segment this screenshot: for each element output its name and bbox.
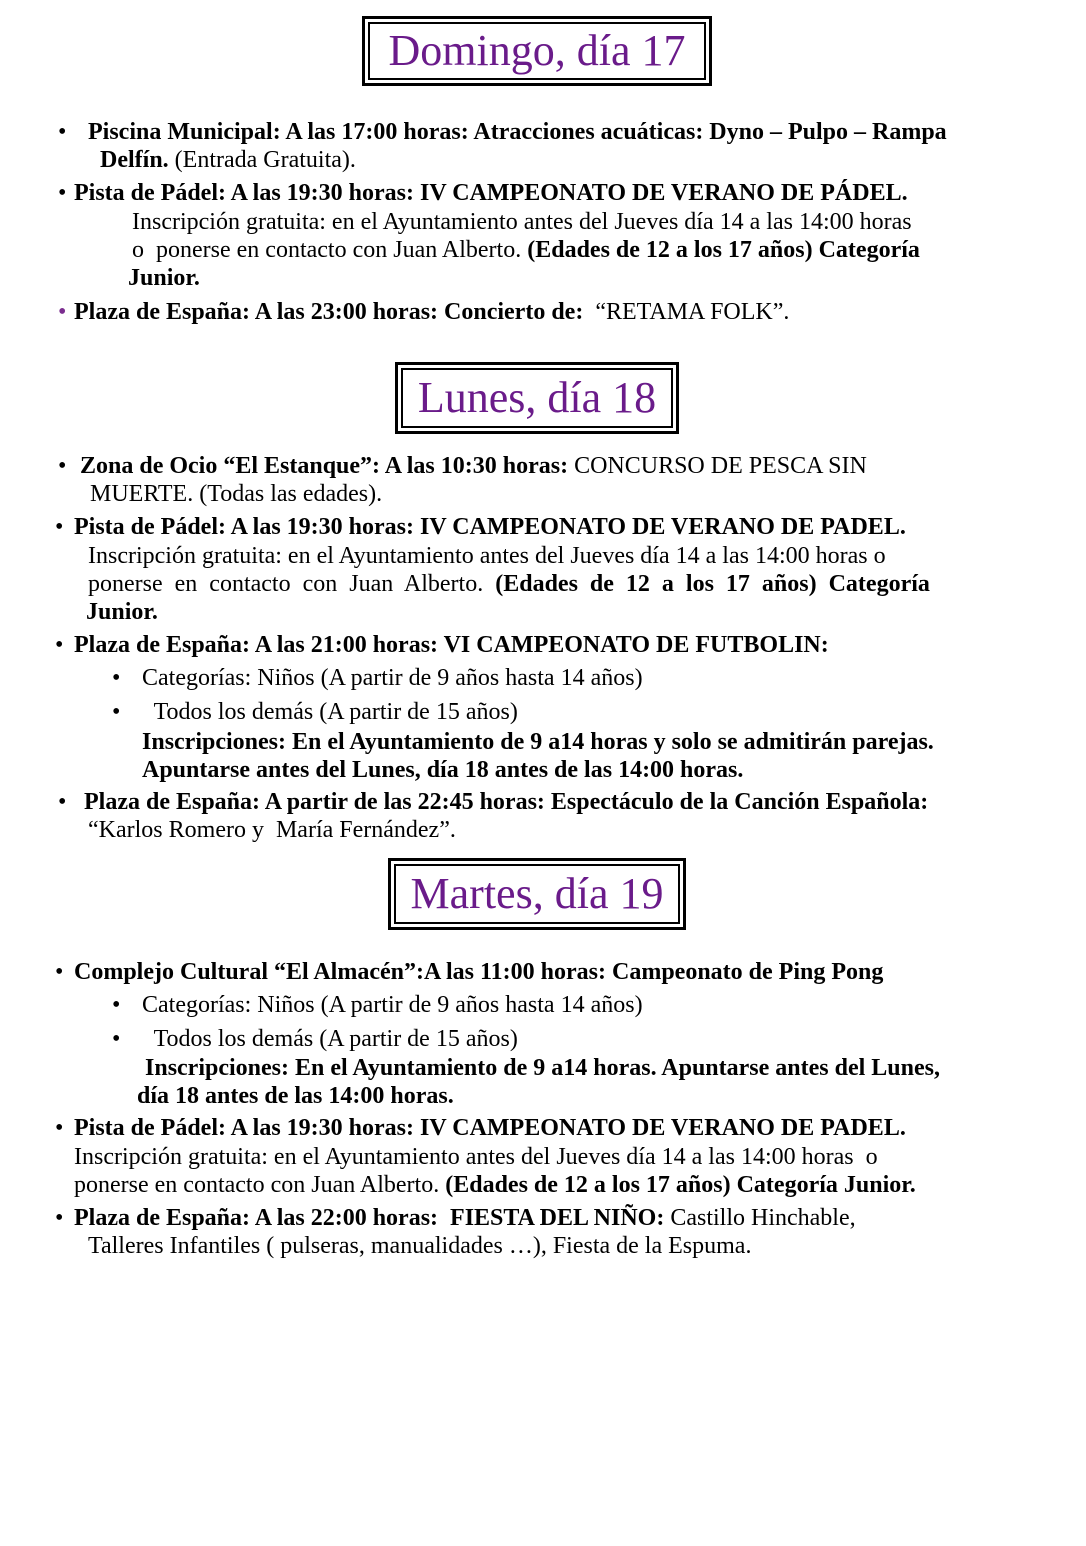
section-title-frame	[401, 368, 673, 428]
body-text: Todos los demás (A partir de 15 años)	[148, 1026, 518, 1052]
bullet-icon: •	[55, 632, 64, 658]
schedule-line	[145, 1054, 940, 1082]
sub-bullet-icon: •	[112, 1026, 121, 1052]
bullet-icon: •	[58, 789, 67, 815]
bold-text: Complejo Cultural “El Almacén”:A las 11:00 horas: Campeonato de Ping Pong	[74, 959, 884, 985]
schedule-line	[142, 991, 643, 1019]
bold-text: Junior.	[128, 265, 200, 291]
body-text: Todos los demás (A partir de 15 años)	[148, 699, 518, 725]
schedule-line	[88, 1232, 751, 1260]
schedule-line	[90, 480, 382, 508]
bold-text: Apuntarse antes del Lunes, día 18 antes de las 14:00 horas.	[142, 757, 744, 783]
schedule-line	[80, 452, 867, 480]
bullet-icon: •	[58, 299, 67, 325]
bold-text: día 18 antes de las 14:00 horas.	[137, 1083, 454, 1109]
schedule-line	[148, 698, 518, 726]
schedule-line	[137, 1082, 454, 1110]
bold-text: Pista de Pádel: A las 19:30 horas: IV CAMPEONATO DE VERANO DE PADEL.	[74, 514, 906, 540]
bullet-icon: •	[58, 119, 67, 145]
body-text: CONCURSO DE PESCA SIN	[574, 453, 867, 479]
section-title-frame	[368, 22, 706, 80]
bold-text: (Edades de 12 a los 17 años) Categoría	[527, 237, 920, 263]
section-title: Domingo, día 17	[388, 26, 686, 75]
schedule-line	[74, 179, 908, 207]
bold-text: Junior.	[86, 599, 158, 625]
body-text: “Karlos Romero y María Fernández”.	[88, 817, 456, 843]
schedule-line	[132, 236, 920, 264]
section-title-box	[388, 858, 686, 930]
body-text: ponerse en contacto con Juan Alberto.	[74, 1172, 446, 1198]
schedule-line	[86, 598, 158, 626]
body-text: Categorías: Niños (A partir de 9 años hasta 14 años)	[142, 992, 643, 1018]
schedule-line	[148, 1025, 518, 1053]
bold-text: Zona de Ocio “El Estanque”: A las 10:30 horas:	[80, 453, 575, 479]
body-text: o ponerse en contacto con Juan Alberto.	[132, 237, 528, 263]
schedule-line	[88, 570, 930, 598]
sub-bullet-icon: •	[112, 665, 121, 691]
schedule-line	[100, 146, 356, 174]
bold-text: Pista de Pádel: A las 19:30 horas: IV CAMPEONATO DE VERANO DE PÁDEL.	[74, 180, 908, 206]
body-text: Castillo Hinchable,	[664, 1205, 856, 1231]
bullet-icon: •	[58, 180, 67, 206]
body-text: Categorías: Niños (A partir de 9 años hasta 14 años)	[142, 665, 643, 691]
schedule-line	[84, 788, 928, 816]
schedule-line	[128, 264, 200, 292]
body-text: Inscripción gratuita: en el Ayuntamiento antes del Jueves día 14 a las 14:00 horas o	[88, 543, 886, 569]
schedule-line	[88, 816, 456, 844]
section-title: Martes, día 19	[410, 869, 664, 918]
bold-text: Delfín.	[100, 147, 169, 173]
body-text: Inscripción gratuita: en el Ayuntamiento antes del Jueves día 14 a las 14:00 horas o	[74, 1144, 878, 1170]
sub-bullet-icon: •	[112, 992, 121, 1018]
schedule-line	[74, 1204, 856, 1232]
bullet-icon: •	[55, 1115, 64, 1141]
schedule-line	[88, 542, 886, 570]
bullet-icon: •	[55, 1205, 64, 1231]
schedule-line	[74, 513, 906, 541]
schedule-line	[74, 631, 829, 659]
bold-text: Pista de Pádel: A las 19:30 horas: IV CAMPEONATO DE VERANO DE PADEL.	[74, 1115, 906, 1141]
schedule-line	[74, 1171, 916, 1199]
bold-text: (Edades de 12 a los 17 años) Categoría Junior.	[445, 1172, 916, 1198]
bold-text: Plaza de España: A las 22:00 horas: FIESTA DEL NIÑO:	[74, 1205, 665, 1231]
body-text: “RETAMA FOLK”.	[583, 299, 790, 325]
bold-text: Plaza de España: A las 21:00 horas: VI CAMPEONATO DE FUTBOLIN:	[74, 632, 829, 658]
body-text: (Entrada Gratuita).	[168, 147, 356, 173]
bullet-icon: •	[55, 514, 64, 540]
bold-text: Plaza de España: A partir de las 22:45 horas: Espectáculo de la Canción Española:	[84, 789, 929, 815]
bullet-icon: •	[58, 453, 67, 479]
schedule-line	[132, 208, 912, 236]
bullet-icon: •	[55, 959, 64, 985]
schedule-line	[74, 298, 789, 326]
schedule-line	[88, 118, 947, 146]
bold-text: Plaza de España: A las 23:00 horas: Concierto de:	[74, 299, 584, 325]
schedule-line	[142, 728, 934, 756]
section-title: Lunes, día 18	[417, 373, 657, 422]
schedule-line	[74, 1143, 878, 1171]
section-title-box	[395, 362, 679, 434]
schedule-line	[74, 958, 883, 986]
section-title-box	[362, 16, 712, 86]
schedule-line	[142, 664, 643, 692]
body-text: Talleres Infantiles ( pulseras, manualidades …), Fiesta de la Espuma.	[88, 1233, 752, 1259]
sub-bullet-icon: •	[112, 699, 121, 725]
bold-text: Inscripciones: En el Ayuntamiento de 9 a14 horas. Apuntarse antes del Lunes,	[145, 1055, 940, 1081]
bold-text: (Edades de 12 a los 17 años) Categoría	[495, 571, 930, 597]
schedule-line	[74, 1114, 906, 1142]
bold-text: Inscripciones: En el Ayuntamiento de 9 a14 horas y solo se admitirán parejas.	[142, 729, 934, 755]
body-text: Inscripción gratuita: en el Ayuntamiento antes del Jueves día 14 a las 14:00 horas	[132, 209, 912, 235]
body-text: MUERTE. (Todas las edades).	[90, 481, 383, 507]
schedule-line	[142, 756, 743, 784]
bold-text: Piscina Municipal: A las 17:00 horas: Atracciones acuáticas: Dyno – Pulpo – Rampa	[88, 119, 947, 145]
body-text: ponerse en contacto con Juan Alberto.	[88, 571, 496, 597]
section-title-frame	[394, 864, 680, 924]
